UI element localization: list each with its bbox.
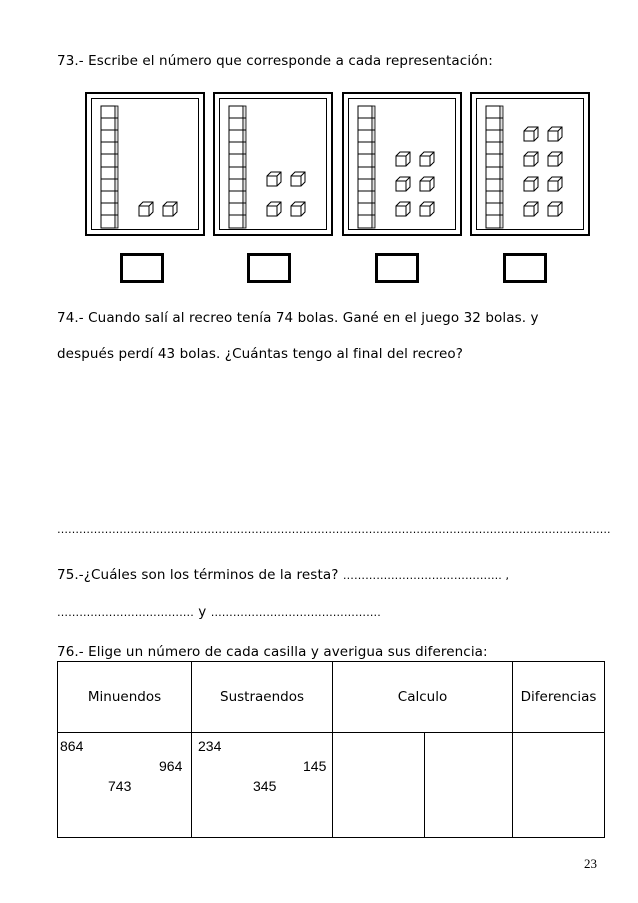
question-75-line-2: [57, 604, 381, 620]
answer-box-3[interactable]: [375, 253, 419, 283]
calculo-cell-2[interactable]: [425, 733, 513, 838]
sustraendo-number[interactable]: 145: [303, 758, 327, 774]
ten-rod: [101, 106, 118, 228]
unit-cube: [396, 152, 410, 166]
unit-cube: [420, 202, 434, 216]
conjunction: y: [198, 604, 207, 620]
unit-cube: [291, 202, 305, 216]
header-sustraendos: Sustraendos: [192, 662, 333, 733]
header-calculo: Calculo: [333, 662, 513, 733]
question-76-title: 76.- Elige un número de cada casilla y averigua sus diferencia:: [57, 644, 488, 660]
unit-cube: [267, 172, 281, 186]
unit-cube: [420, 177, 434, 191]
question-75-text: [57, 567, 509, 583]
unit-cube: [548, 202, 562, 216]
unit-cube: [548, 177, 562, 191]
minuendo-number[interactable]: 743: [108, 778, 132, 794]
sustraendo-number[interactable]: 234: [198, 738, 222, 754]
unit-cube: [524, 152, 538, 166]
unit-cube: [396, 202, 410, 216]
unit-cube: [548, 127, 562, 141]
ten-rod: [486, 106, 503, 228]
question-74-line-1: 74.- Cuando salí al recreo tenía 74 bolas. Gané en el juego 32 bolas. y: [57, 310, 539, 326]
sustraendos-cell: [192, 733, 333, 838]
subtraction-table: [57, 661, 605, 838]
unit-cube: [420, 152, 434, 166]
base-ten-panel-4: [470, 92, 590, 236]
unit-cube: [524, 202, 538, 216]
unit-cube: [139, 202, 153, 216]
answer-blank-1[interactable]: ……………………………………. ,: [342, 569, 510, 582]
base-ten-panel-3: [342, 92, 462, 236]
page-number: 23: [584, 856, 597, 871]
unit-cube: [396, 177, 410, 191]
answer-blank-2[interactable]: ……………………………….: [57, 606, 194, 619]
header-diferencias: Diferencias: [513, 662, 605, 733]
diferencias-cell[interactable]: [513, 733, 605, 838]
answer-blank-3[interactable]: ……………………………………….: [210, 606, 381, 619]
unit-cube: [163, 202, 177, 216]
answer-line[interactable]: …………………………………………………………………………………………………………………………………….: [57, 523, 611, 536]
minuendo-number[interactable]: 964: [159, 758, 183, 774]
unit-cube: [524, 127, 538, 141]
question-74-line-2: después perdí 43 bolas. ¿Cuántas tengo al final del recreo?: [57, 346, 464, 362]
minuendos-cell: [58, 733, 192, 838]
ten-rod: [358, 106, 375, 228]
header-minuendos: Minuendos: [58, 662, 192, 733]
sustraendo-number[interactable]: 345: [253, 778, 277, 794]
base-ten-panel-1: [85, 92, 205, 236]
ten-rod: [229, 106, 246, 228]
unit-cube: [524, 177, 538, 191]
minuendo-number[interactable]: 864: [60, 738, 84, 754]
answer-box-2[interactable]: [247, 253, 291, 283]
unit-cube: [548, 152, 562, 166]
unit-cube: [291, 172, 305, 186]
base-ten-panel-2: [213, 92, 333, 236]
question-73-title: 73.- Escribe el número que corresponde a cada representación:: [57, 53, 493, 69]
calculo-cell-1[interactable]: [333, 733, 425, 838]
question-75-prompt: 75.-¿Cuáles son los términos de la resta?: [57, 567, 339, 583]
answer-box-1[interactable]: [120, 253, 164, 283]
answer-box-4[interactable]: [503, 253, 547, 283]
unit-cube: [267, 202, 281, 216]
